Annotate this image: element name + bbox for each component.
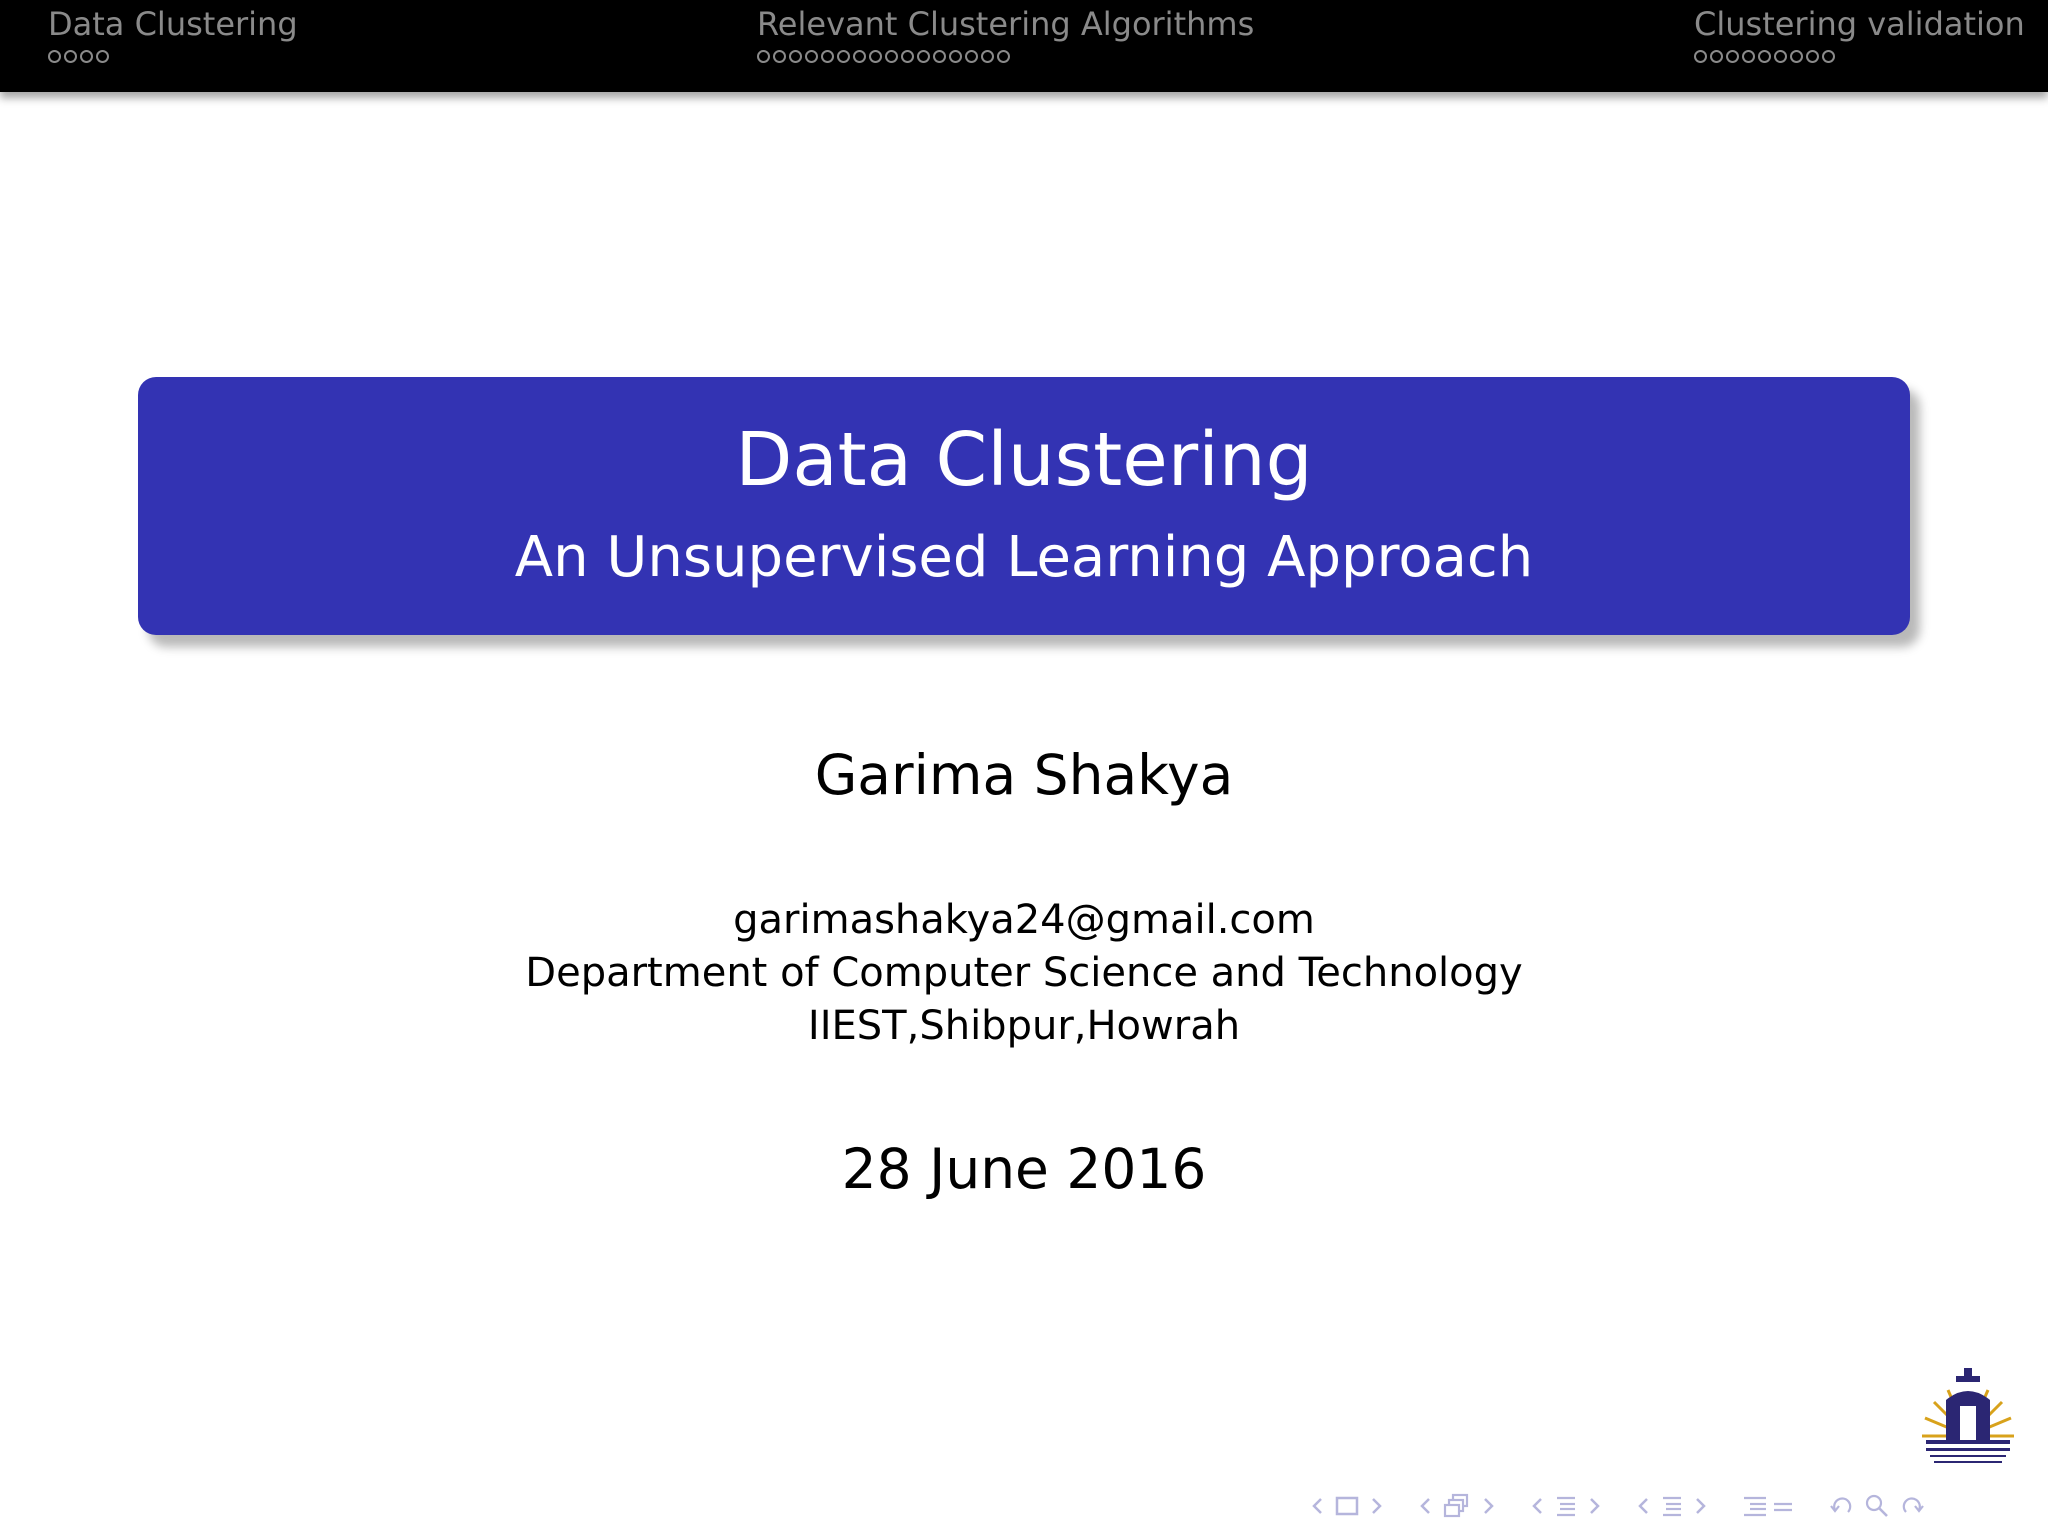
frame-dot[interactable] bbox=[853, 50, 866, 63]
frame-dot[interactable] bbox=[981, 50, 994, 63]
nav-section-dots bbox=[1694, 50, 2025, 63]
frame-dot[interactable] bbox=[1694, 50, 1707, 63]
presentation-date: 28 June 2016 bbox=[841, 1137, 1207, 1201]
frame-dot[interactable] bbox=[48, 50, 61, 63]
frame-dot[interactable] bbox=[757, 50, 770, 63]
headline-nav-bar bbox=[0, 0, 2048, 92]
iiest-logo-icon bbox=[1912, 1360, 2024, 1472]
beamer-nav-symbols bbox=[1310, 1488, 1926, 1524]
frame-dot[interactable] bbox=[901, 50, 914, 63]
undo-icon[interactable] bbox=[1828, 1488, 1854, 1524]
frame-dot[interactable] bbox=[805, 50, 818, 63]
nav-section-relevant-clustering-algorithms[interactable] bbox=[757, 4, 1254, 63]
slide-title: Data Clustering bbox=[735, 417, 1313, 503]
align-icon[interactable] bbox=[1742, 1488, 1794, 1524]
author-department: Department of Computer Science and Technology bbox=[525, 950, 1523, 996]
frame-dot[interactable] bbox=[949, 50, 962, 63]
frame-dot[interactable] bbox=[1758, 50, 1771, 63]
frame-dot[interactable] bbox=[96, 50, 109, 63]
frame-dot[interactable] bbox=[1710, 50, 1723, 63]
frame-icon[interactable] bbox=[1334, 1488, 1360, 1524]
arrow-left-icon[interactable] bbox=[1636, 1488, 1650, 1524]
frame-dot[interactable] bbox=[885, 50, 898, 63]
search-icon[interactable] bbox=[1864, 1488, 1890, 1524]
frame-dot[interactable] bbox=[789, 50, 802, 63]
frame-dot[interactable] bbox=[933, 50, 946, 63]
subsection-icon[interactable] bbox=[1442, 1488, 1472, 1524]
frame-dot[interactable] bbox=[1726, 50, 1739, 63]
author-name: Garima Shakya bbox=[814, 743, 1234, 807]
arrow-right-icon[interactable] bbox=[1482, 1488, 1496, 1524]
author-institute: IIEST,Shibpur,Howrah bbox=[807, 1003, 1241, 1049]
presentation-icon[interactable] bbox=[1660, 1488, 1684, 1524]
arrow-left-icon[interactable] bbox=[1310, 1488, 1324, 1524]
arrow-right-icon[interactable] bbox=[1588, 1488, 1602, 1524]
arrow-right-icon[interactable] bbox=[1370, 1488, 1384, 1524]
nav-section-dots bbox=[757, 50, 1254, 63]
section-icon[interactable] bbox=[1554, 1488, 1578, 1524]
frame-dot[interactable] bbox=[869, 50, 882, 63]
frame-dot[interactable] bbox=[64, 50, 77, 63]
frame-dot[interactable] bbox=[1742, 50, 1755, 63]
title-block bbox=[138, 377, 1910, 635]
nav-section-data-clustering[interactable] bbox=[48, 4, 298, 63]
frame-dot[interactable] bbox=[965, 50, 978, 63]
arrow-left-icon[interactable] bbox=[1530, 1488, 1544, 1524]
frame-dot[interactable] bbox=[1822, 50, 1835, 63]
frame-dot[interactable] bbox=[997, 50, 1010, 63]
frame-dot[interactable] bbox=[821, 50, 834, 63]
slide-subtitle: An Unsupervised Learning Approach bbox=[514, 525, 1534, 590]
frame-dot[interactable] bbox=[837, 50, 850, 63]
frame-dot[interactable] bbox=[1774, 50, 1787, 63]
nav-section-label: Relevant Clustering Algorithms bbox=[757, 5, 1255, 43]
redo-icon[interactable] bbox=[1900, 1488, 1926, 1524]
frame-dot[interactable] bbox=[80, 50, 93, 63]
iiest-logo bbox=[1912, 1360, 2024, 1472]
frame-dot[interactable] bbox=[917, 50, 930, 63]
arrow-left-icon[interactable] bbox=[1418, 1488, 1432, 1524]
author-email: garimashakya24@gmail.com bbox=[733, 897, 1315, 943]
frame-dot[interactable] bbox=[773, 50, 786, 63]
nav-section-label: Clustering validation bbox=[1694, 5, 2025, 43]
nav-section-clustering-validation[interactable] bbox=[1694, 4, 2025, 63]
arrow-right-icon[interactable] bbox=[1694, 1488, 1708, 1524]
frame-dot[interactable] bbox=[1790, 50, 1803, 63]
nav-section-dots bbox=[48, 50, 298, 63]
frame-dot[interactable] bbox=[1806, 50, 1819, 63]
nav-section-label: Data Clustering bbox=[48, 5, 298, 43]
